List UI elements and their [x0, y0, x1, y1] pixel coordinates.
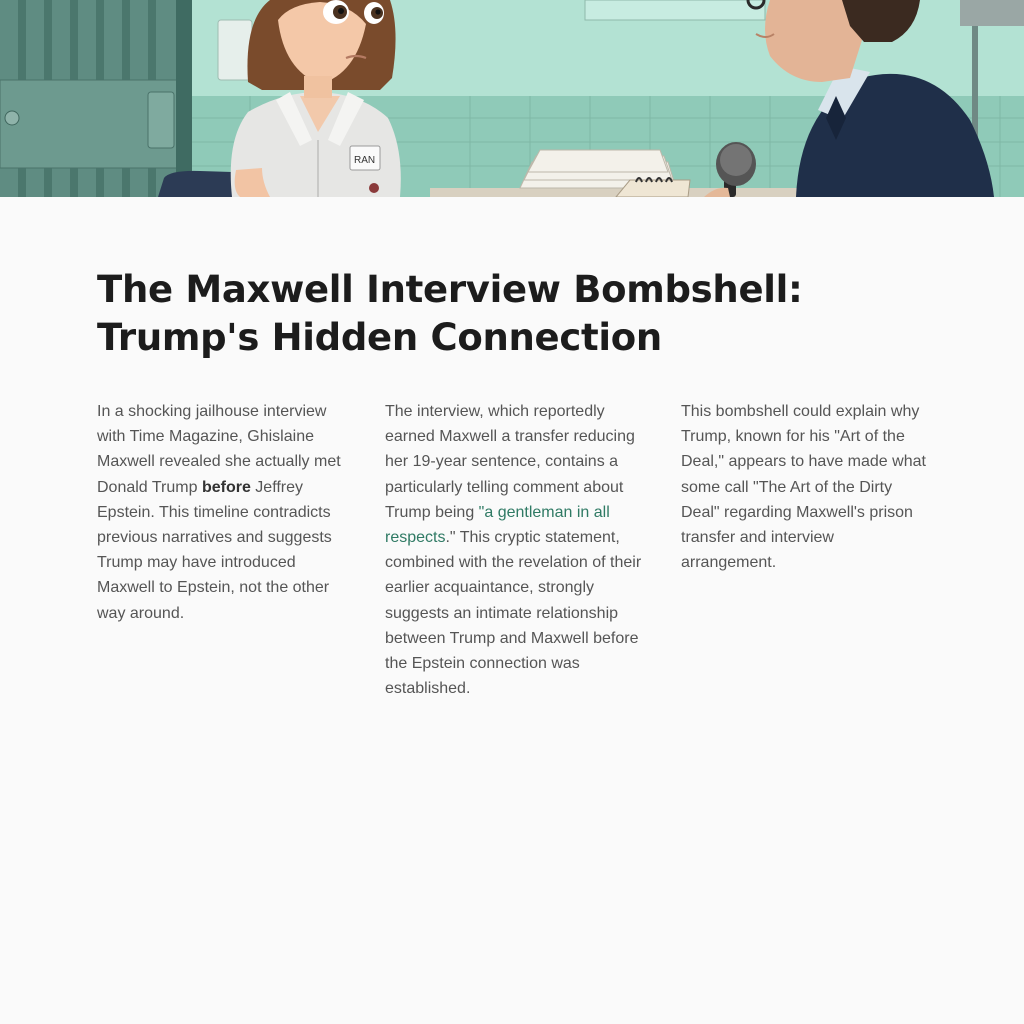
column-1-emphasis: before	[201, 478, 251, 496]
column-1-text-a: In a shocking jailhouse interview with Time Magazine, Ghislaine Maxwell revealed she actually met Donald Trump	[97, 403, 341, 496]
article-title-line-2: Trump's Hidden Connection	[97, 316, 662, 359]
column-2-text-b: ." This cryptic statement, combined with the revelation of their earlier acquaintance, strongly suggests an intimate relationship between Trump and Maxwell before the Epstein connection was established.	[385, 529, 642, 698]
gentleman-quote-link[interactable]: "a gentleman in all respects	[385, 503, 610, 547]
name-tag-text: RAN	[354, 155, 376, 166]
article-title	[97, 266, 917, 362]
article-column-1	[97, 399, 357, 626]
column-3-text: This bombshell could explain why Trump, known for his "Art of the Deal," appears to have made what some call "The Art of the Dirty Deal" regarding Maxwell's prison transfer and interview arrangement.	[681, 403, 926, 572]
column-2-text-a: The interview, which reportedly earned Maxwell a transfer reducing her 19-year sentence, contains a particularly telling comment about Trump being	[385, 403, 635, 521]
article-column-2	[385, 399, 647, 701]
hero-illustration	[0, 0, 1024, 197]
interview-scene-image	[0, 0, 1024, 197]
column-1-text-b: Jeffrey Epstein. This timeline contradicts previous narratives and suggests Trump may have introduced Maxwell to Epstein, not the other way around.	[97, 478, 332, 622]
article-column-3	[681, 399, 931, 575]
article-title-line-1: The Maxwell Interview Bombshell:	[97, 268, 803, 311]
